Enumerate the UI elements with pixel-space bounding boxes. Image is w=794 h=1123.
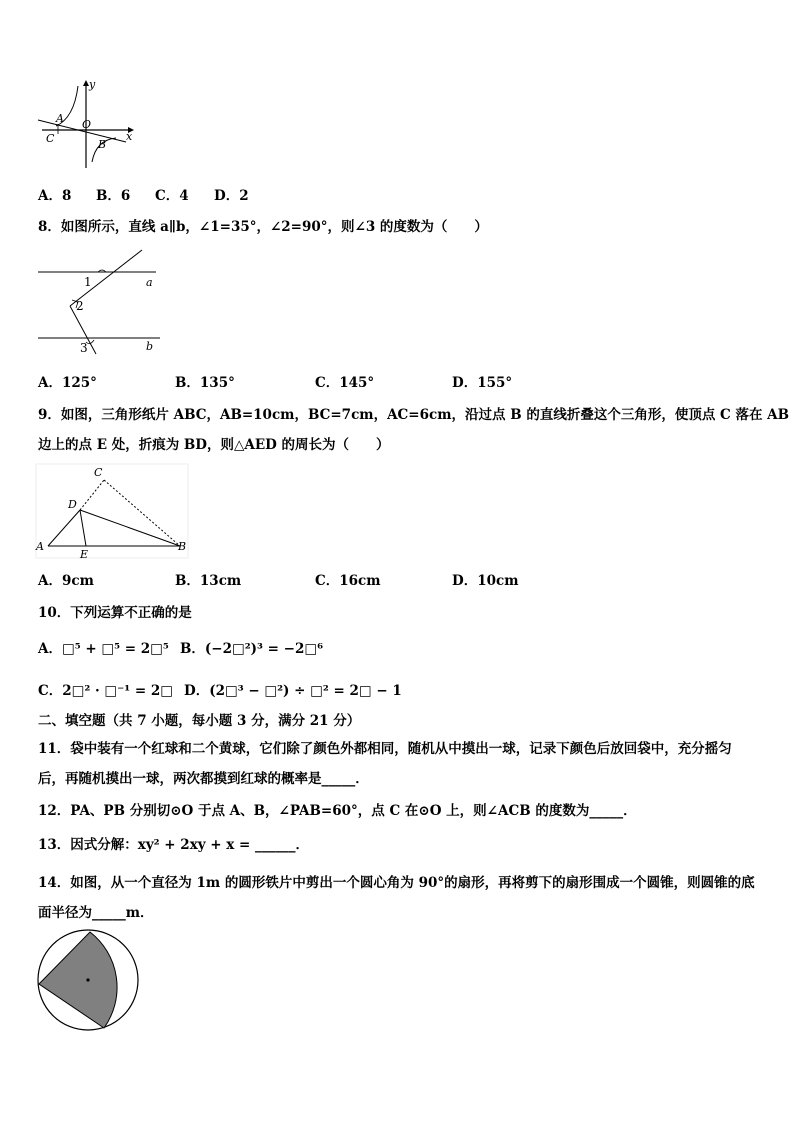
q9-option-a: A．9cm	[38, 573, 94, 589]
section-title: 二、填空题（共 7 小题，每小题 3 分，满分 21 分）	[38, 713, 361, 729]
q13-text: 13．因式分解：xy² + 2xy + x = ______．	[38, 837, 310, 853]
q9-option-c: C．16cm	[315, 573, 381, 589]
q12-text: 12．PA、PB 分别切⊙O 于点 A、B，∠PAB=60°，点 C 在⊙O 上，则∠ACB 的度数为_____．	[38, 803, 637, 819]
q7-label-O: O	[82, 118, 92, 131]
q8-stem: 8．如图所示，直线 a∥b，∠1=35°，∠2=90°，则∠3 的度数为（ ）	[38, 219, 488, 235]
q7-label-B: B	[98, 138, 107, 151]
q10-stem: 10．下列运算不正确的是	[38, 605, 192, 621]
q10-option-d: D．(2□³ − □²) ÷ □² = 2□ − 1	[184, 683, 402, 699]
q8-option-d: D．155°	[452, 375, 513, 391]
q9-label-E: E	[80, 548, 89, 560]
q14-line1: 14．如图，从一个直径为 1m 的圆形铁片中剪出一个圆心角为 90°的扇形，再将剪下的扇形围成一个圆锥，则圆锥的底	[38, 875, 755, 891]
q8-label-2: 2	[76, 299, 84, 313]
q8-label-b: b	[146, 340, 154, 353]
q7-option-a: A．8	[38, 188, 72, 204]
q8-label-3: 3	[80, 341, 88, 355]
q7-option-b: B．6	[96, 188, 131, 204]
q9-stem-line1: 9．如图，三角形纸片 ABC，AB=10cm，BC=7cm，AC=6cm，沿过点 B 的直线折叠这个三角形，使顶点 C 落在 AB	[38, 407, 790, 423]
q11-line1: 11．袋中装有一个红球和二个黄球，它们除了颜色外都相同，随机从中摸出一球，记录下颜色后放回袋中，充分摇匀	[38, 741, 732, 757]
q9-label-B: B	[178, 540, 187, 553]
q14-line2: 面半径为_____m．	[38, 905, 154, 921]
q7-option-c: C．4	[155, 188, 189, 204]
q9-option-b: B．13cm	[175, 573, 242, 589]
q11-line2: 后，再随机摸出一球，两次都摸到红球的概率是_____．	[38, 771, 369, 787]
q8-figure	[36, 246, 160, 358]
q8-option-c: C．145°	[315, 375, 375, 391]
q7-label-C: C	[46, 132, 55, 145]
q9-label-D: D	[68, 498, 77, 511]
q7-label-y: y	[89, 78, 96, 91]
q9-figure	[34, 462, 190, 560]
q8-label-a: a	[146, 276, 153, 289]
q8-option-b: B．135°	[175, 375, 235, 391]
q9-label-A: A	[36, 540, 44, 553]
q10-option-b: B．(−2□²)³ = −2□⁶	[180, 641, 324, 657]
q8-label-1: 1	[84, 275, 92, 289]
q7-label-x: x	[126, 130, 133, 143]
q9-option-d: D．10cm	[452, 573, 519, 589]
q9-stem-line2: 边上的点 E 处，折痕为 BD，则△AED 的周长为（ ）	[38, 437, 390, 453]
q8-option-a: A．125°	[38, 375, 97, 391]
q14-figure	[36, 928, 140, 1032]
q10-option-c: C．2□² · □⁻¹ = 2□	[38, 683, 174, 699]
q7-label-A: A	[56, 112, 64, 125]
q10-option-a: A．□⁵ + □⁵ = 2□⁵	[38, 641, 169, 657]
q9-label-C: C	[94, 466, 103, 479]
q7-option-d: D．2	[214, 188, 249, 204]
q7-figure	[36, 78, 136, 170]
